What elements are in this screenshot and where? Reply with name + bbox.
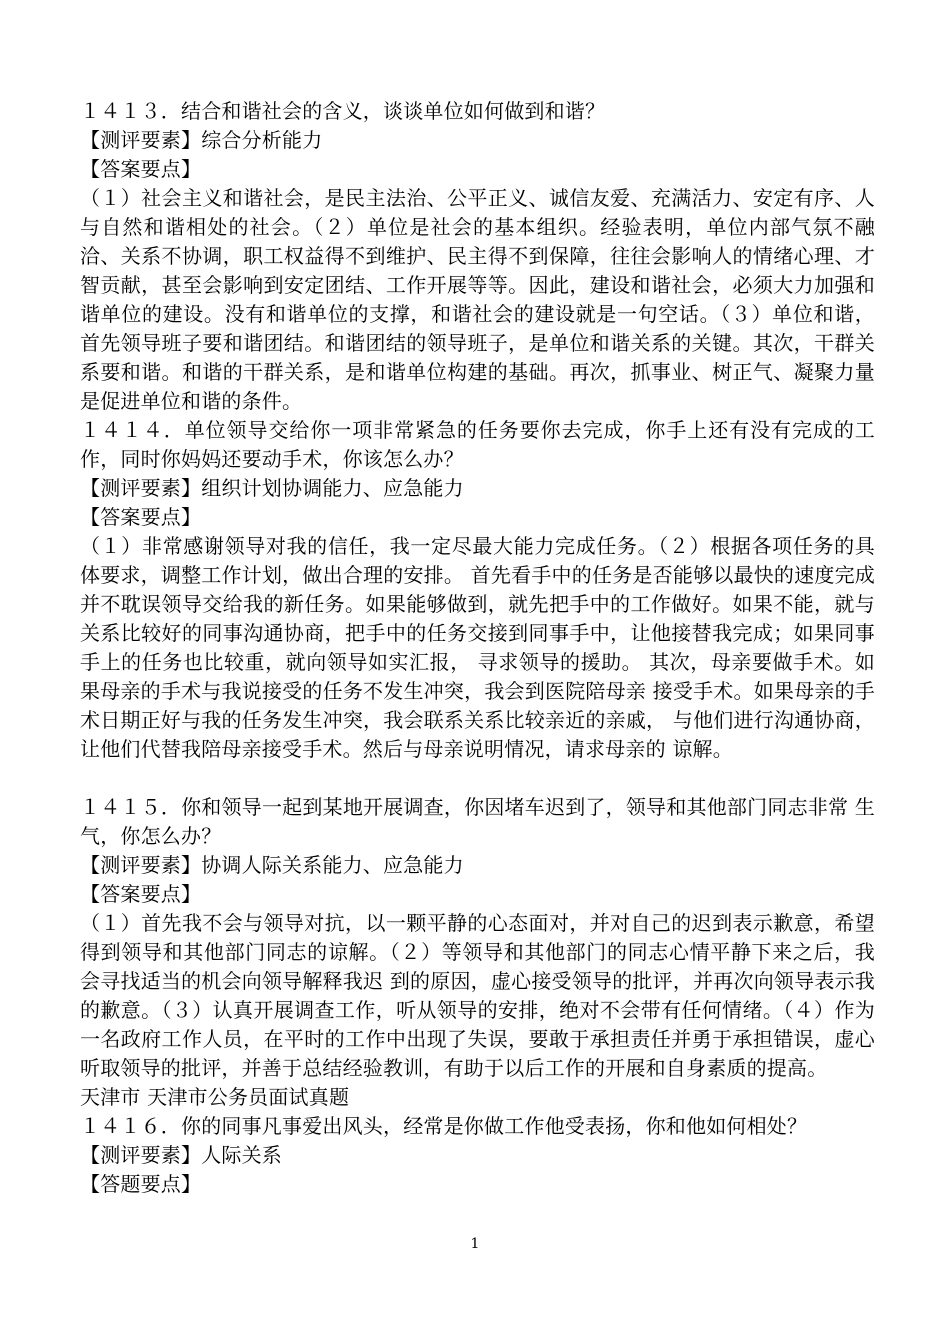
section-heading: 天津市 天津市公务员面试真题 xyxy=(80,1085,350,1109)
question-1413 xyxy=(80,97,875,416)
question-1414 xyxy=(80,416,875,764)
answer-text: （１）社会主义和谐社会，是民主法治、公平正义、诚信友爱、充满活力、安定有序、人与自然和谐相处的社会。（２）单位是社会的基本组织。经验表明，单位内部气氛不融洽、关系不协调，职工权益得不到维护、民主得不到保障，往往会影响人的情绪心理、才智贡献，甚至会影响到安定团结、工作开展等等。因此，建设和谐社会，必须大力加强和谐单位的建设。没有和谐单位的支撑，和谐社会的建设就是一句空话。（３）单位和谐，首先领导班子要和谐团结。和谐团结的领导班子，是单位和谐关系的关键。其次，干群关系要和谐。和谐的干群关系，是和谐单位构建的基础。再次，抓事业、树正气、凝聚力量是促进单位和谐的条件。 xyxy=(80,186,875,413)
question-1416 xyxy=(80,1112,875,1199)
page-number: 1 xyxy=(470,1236,480,1252)
answer-text: （１）非常感谢领导对我的信任，我一定尽最大能力完成任务。（２）根据各项任务的具体要求，调整工作计划，做出合理的安排。 首先看手中的任务是否能够以最快的速度完成并不耽误领导交给我的新任务。如果能够做到，就先把手中的工作做好。如果不能，就与关系比较好的同事沟通协商，把手中的任务交接到同事手中，让他接替我完成；如果同事手上的任务也比较重，就向领导如实汇报， 寻求领导的援助。 其次，母亲要做手术。如果母亲的手术与我说接受的任务不发生冲突，我会到医院陪母亲 接受手术。如果母亲的手术日期正好与我的任务发生冲突，我会联系关系比较亲近的亲戚， 与他们进行沟通协商，让他们代替我陪母亲接受手术。然后与母亲说明情况，请求母亲的 谅解。 xyxy=(80,534,875,761)
answer-heading: 【答案要点】 xyxy=(80,505,202,529)
blank-line xyxy=(80,764,875,793)
question-title: １４１６．你的同事凡事爱出风头，经常是你做工作他受表扬，你和他如何相处？ xyxy=(80,1114,808,1138)
evaluation-element: 【测评要素】协调人际关系能力、应急能力 xyxy=(80,853,464,877)
answer-heading: 【答案要点】 xyxy=(80,157,202,181)
answer-heading: 【答案要点】 xyxy=(80,882,202,906)
evaluation-element: 【测评要素】组织计划协调能力、应急能力 xyxy=(80,476,464,500)
question-1415 xyxy=(80,793,875,1083)
answer-text: （１）首先我不会与领导对抗，以一颗平静的心态面对，并对自己的迟到表示歉意，希望 得到领导和其他部门同志的谅解。（２）等领导和其他部门的同志心情平静下来之后，我会寻找适当的机会向领导解释我迟 到的原因，虚心接受领导的批评，并再次向领导表示我的歉意。（３）认真开展调查工作，听从领导的安排，绝对不会带有任何情绪。（４）作为一名政府工作人员，在平时的工作中出现了失误，要敢于承担责任并勇于承担错误，虚心听取领导的批评，并善于总结经验教训，有助于以后工作的开展和自身素质的提高。 xyxy=(80,911,875,1080)
answer-heading: 【答题要点】 xyxy=(80,1172,202,1196)
question-title: １４１４．单位领导交给你一项非常紧急的任务要你去完成，你手上还有没有完成的工 作，同时你妈妈还要动手术，你该怎么办？ xyxy=(80,418,875,471)
document-page xyxy=(80,97,875,1199)
question-title: １４１３．结合和谐社会的含义，谈谈单位如何做到和谐？ xyxy=(80,99,606,123)
evaluation-element: 【测评要素】人际关系 xyxy=(80,1143,282,1167)
question-title: １４１５．你和领导一起到某地开展调查，你因堵车迟到了，领导和其他部门同志非常 生气，你怎么办？ xyxy=(80,795,875,848)
evaluation-element: 【测评要素】综合分析能力 xyxy=(80,128,323,152)
